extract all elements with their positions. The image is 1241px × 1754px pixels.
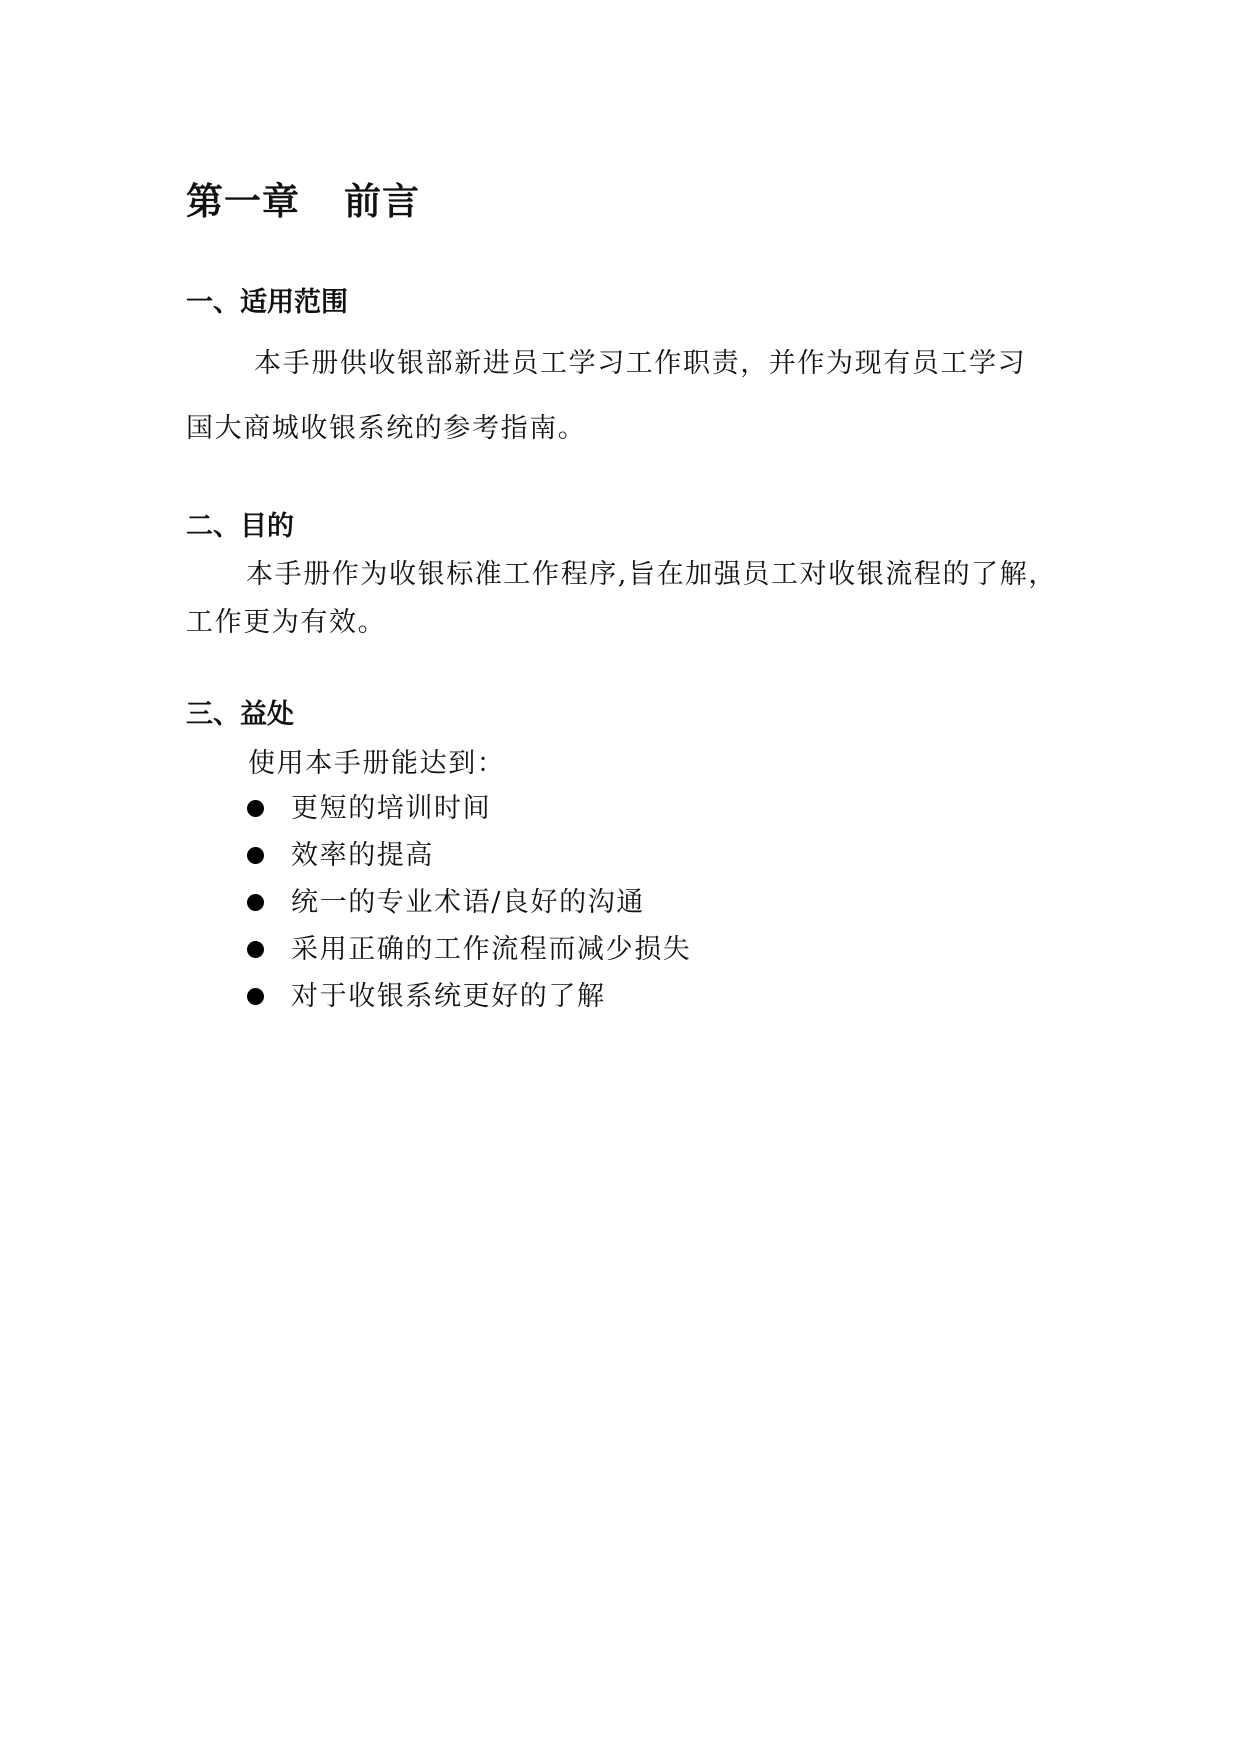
chapter-title (186, 176, 420, 228)
benefit-item-3: 统一的专业术语/良好的沟通 (291, 887, 645, 918)
bullet-dot-icon (247, 800, 264, 817)
chapter-number: 第一章 (186, 180, 300, 223)
section-heading-benefits: 三、益处 (186, 699, 294, 730)
section-heading-scope: 一、适用范围 (186, 287, 348, 318)
scope-paragraph-line-2: 国大商城收银系统的参考指南。 (186, 413, 587, 444)
chapter-name: 前言 (344, 180, 420, 223)
benefits-intro: 使用本手册能达到： (248, 748, 506, 779)
bullet-dot-icon (247, 847, 264, 864)
bullet-dot-icon (247, 988, 264, 1005)
purpose-paragraph-line-1: 本手册作为收银标准工作程序,旨在加强员工对收银流程的了解， (246, 559, 1057, 590)
bullet-dot-icon (247, 894, 264, 911)
benefit-item-1: 更短的培训时间 (291, 793, 492, 824)
section-heading-purpose: 二、目的 (186, 511, 294, 542)
bullet-dot-icon (247, 941, 264, 958)
purpose-paragraph-line-2: 工作更为有效。 (186, 607, 387, 638)
scope-paragraph-line-1: 本手册供收银部新进员工学习工作职责，并作为现有员工学习 (254, 348, 1027, 379)
benefit-item-2: 效率的提高 (291, 840, 434, 871)
benefit-item-5: 对于收银系统更好的了解 (291, 981, 606, 1012)
benefit-item-4: 采用正确的工作流程而减少损失 (291, 934, 692, 965)
